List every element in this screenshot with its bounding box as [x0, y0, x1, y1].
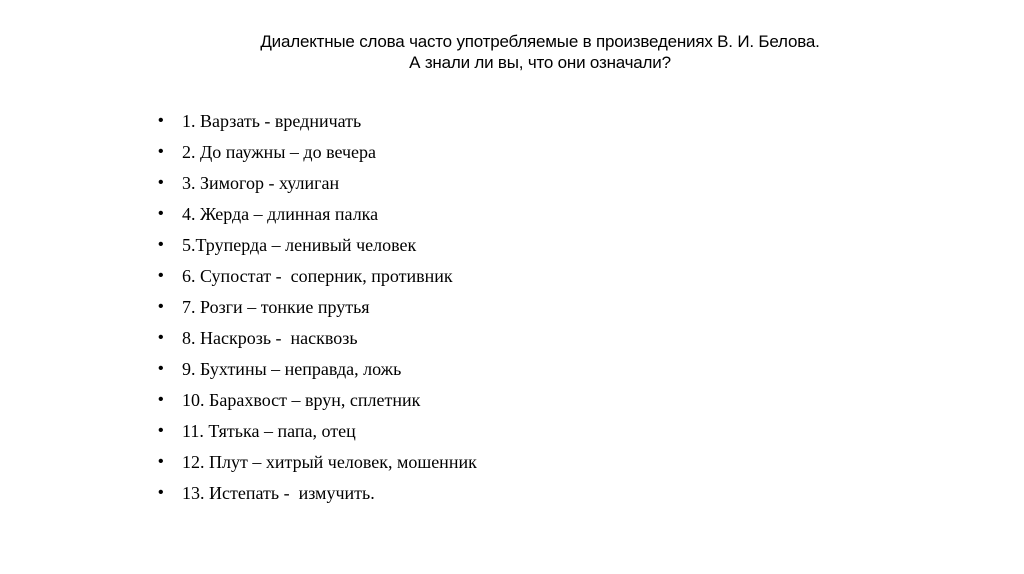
- list-item-text: 9. Бухтины – неправда, ложь: [182, 359, 402, 379]
- slide-title: [150, 31, 930, 73]
- list-item-text: 3. Зимогор - хулиган: [182, 173, 340, 193]
- list-item: [158, 231, 477, 262]
- list-item: [158, 386, 477, 417]
- bullet-icon: •: [158, 174, 164, 191]
- list-item-text: 12. Плут – хитрый человек, мошенник: [182, 452, 477, 472]
- list-item: [158, 138, 477, 169]
- bullet-icon: •: [158, 236, 164, 253]
- bullet-icon: •: [158, 329, 164, 346]
- list-item: [158, 479, 477, 510]
- list-item-text: 6. Супостат - соперник, противник: [182, 266, 453, 286]
- list-item: [158, 293, 477, 324]
- bullet-icon: •: [158, 453, 164, 470]
- list-item: [158, 200, 477, 231]
- title-line-2: А знали ли вы, что они означали?: [409, 53, 671, 72]
- list-item-text: 4. Жерда – длинная палка: [182, 204, 379, 224]
- list-item: [158, 169, 477, 200]
- list-item-text: 11. Тятька – папа, отец: [182, 421, 356, 441]
- dialect-word-list: [158, 107, 477, 510]
- bullet-icon: •: [158, 267, 164, 284]
- list-item: [158, 262, 477, 293]
- list-item-text: 5.Труперда – ленивый человек: [182, 235, 417, 255]
- bullet-icon: •: [158, 143, 164, 160]
- list-item: [158, 417, 477, 448]
- list-item-text: 10. Барахвост – врун, сплетник: [182, 390, 421, 410]
- list-item: [158, 324, 477, 355]
- list-item-text: 2. До паужны – до вечера: [182, 142, 377, 162]
- list-item-text: 8. Наскрозь - насквозь: [182, 328, 358, 348]
- bullet-icon: •: [158, 205, 164, 222]
- bullet-icon: •: [158, 360, 164, 377]
- title-line-1: Диалектные слова часто употребляемые в произведениях В. И. Белова.: [260, 32, 820, 51]
- list-item: [158, 355, 477, 386]
- list-item-text: 1. Варзать - вредничать: [182, 111, 362, 131]
- bullet-icon: •: [158, 484, 164, 501]
- list-item: [158, 448, 477, 479]
- list-item: [158, 107, 477, 138]
- bullet-icon: •: [158, 298, 164, 315]
- list-item-text: 13. Истепать - измучить.: [182, 483, 375, 503]
- list-item-text: 7. Розги – тонкие прутья: [182, 297, 370, 317]
- bullet-icon: •: [158, 112, 164, 129]
- bullet-icon: •: [158, 391, 164, 408]
- bullet-icon: •: [158, 422, 164, 439]
